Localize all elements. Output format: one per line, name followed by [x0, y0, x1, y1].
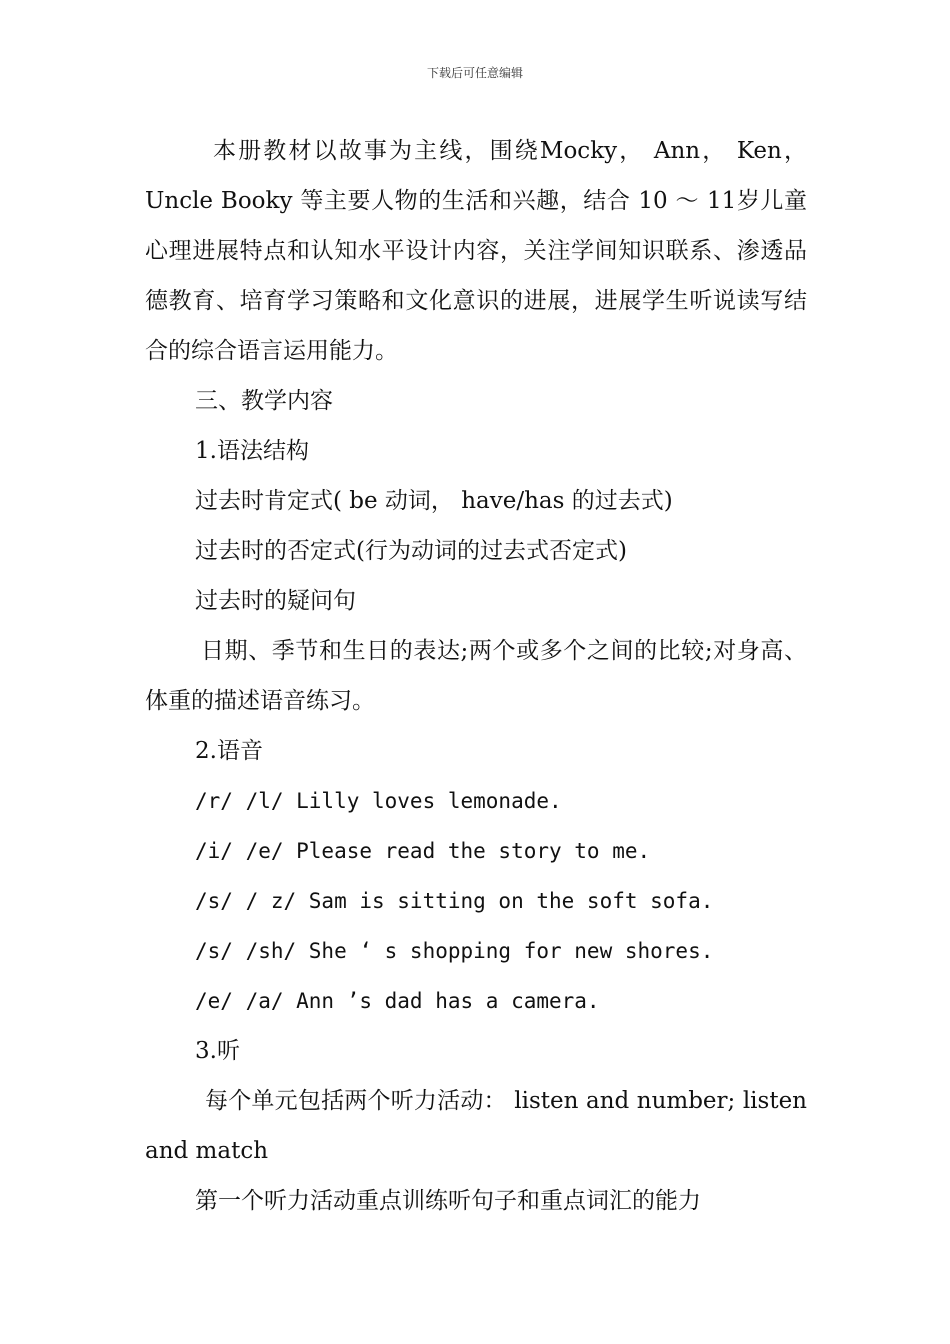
page-header: 下载后可任意编辑 [426, 66, 523, 80]
document-body [145, 126, 807, 1226]
listening-heading: 3.听 [195, 1038, 240, 1064]
grammar-item-past-question: 过去时的疑问句 [195, 588, 356, 614]
phonics-text: /i/ /e/ Please read the story to me. [195, 839, 651, 863]
intro-paragraph: 本册教材以故事为主线，围绕Mocky， Ann， Ken， Uncle Booky 等主要人物的生活和兴趣，结合 10 ～ 11岁儿童心理进展特点和认知水平设计内容，关注学间知识联系、渗透品德教育、培育学习策略和文化意识的进展，进展学生听说读写结合的综合语言运用能力。 [145, 138, 807, 364]
phonics-line [145, 926, 807, 976]
section-heading-teaching-content: 三、教学内容 [195, 388, 333, 414]
phonics-line [145, 976, 807, 1026]
phonics-text: /e/ /a/ Ann ’s dad has a camera. [195, 989, 600, 1013]
grammar-item-past-affirmative: 过去时肯定式( be 动词， have/has 的过去式) [195, 488, 673, 514]
phonics-line [145, 826, 807, 876]
grammar-heading: 1.语法结构 [195, 438, 309, 464]
phonics-heading: 2.语音 [195, 738, 263, 764]
phonics-text: /r/ /l/ Lilly loves lemonade. [195, 789, 562, 813]
phonics-line [145, 876, 807, 926]
phonics-text: /s/ /sh/ She ‘ s shopping for new shores. [195, 939, 714, 963]
listening-item-first-activity: 第一个听力活动重点训练听句子和重点词汇的能力 [195, 1188, 701, 1214]
grammar-item-expressions: 日期、季节和生日的表达;两个或多个之间的比较;对身高、体重的描述语音练习。 [145, 638, 807, 714]
listening-item-activities: 每个单元包括两个听力活动： listen and number; listen and match [145, 1088, 807, 1164]
phonics-text: /s/ / z/ Sam is sitting on the soft sofa. [195, 889, 714, 913]
phonics-line [145, 776, 807, 826]
grammar-item-past-negative: 过去时的否定式(行为动词的过去式否定式) [195, 538, 627, 564]
